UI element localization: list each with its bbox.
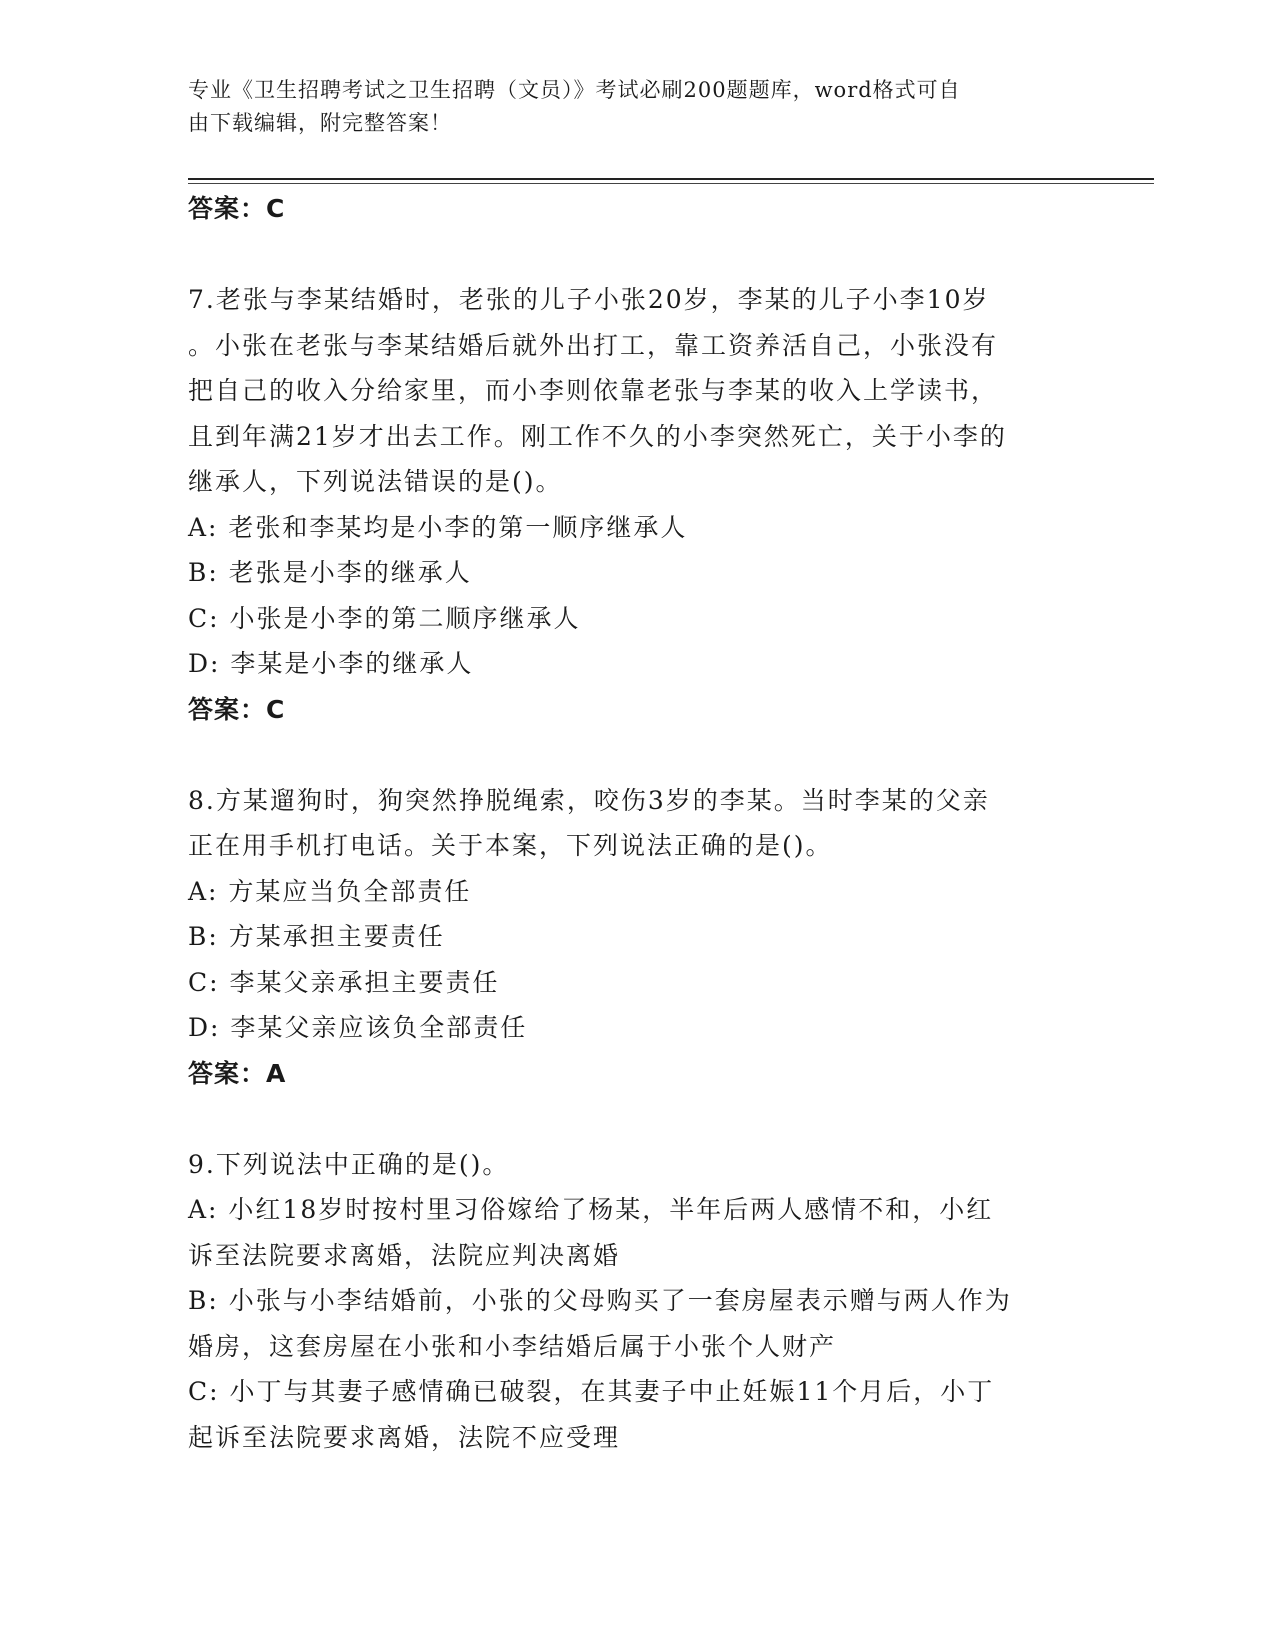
question-9-option-a-line-2: 诉至法院要求离婚，法院应判决离婚 (188, 1240, 621, 1270)
spacer (188, 1096, 1088, 1142)
question-7-option-c: C: 小张是小李的第二顺序继承人 (188, 603, 581, 633)
question-9 (188, 1142, 1088, 1461)
question-9-option-b-line-1: B: 小张与小李结婚前，小张的父母购买了一套房屋表示赠与两人作为 (188, 1286, 1012, 1315)
answer-previous: 答案：C (188, 194, 286, 223)
spacer (188, 732, 1088, 778)
question-8-option-b: B: 方某承担主要责任 (188, 922, 445, 951)
question-8-line-2: 正在用手机打电话。关于本案，下列说法正确的是()。 (188, 831, 833, 860)
question-7-line-5: 继承人，下列说法错误的是()。 (188, 467, 563, 496)
question-7-line-4: 且到年满21岁才出去工作。刚工作不久的小李突然死亡，关于小李的 (188, 421, 1007, 451)
header-line-2: 由下载编辑，附完整答案！ (188, 111, 452, 135)
question-8-option-a: A: 方某应当负全部责任 (188, 876, 472, 906)
question-7-option-b: B: 老张是小李的继承人 (188, 558, 472, 587)
header-line-1: 专业《卫生招聘考试之卫生招聘（文员）》考试必刷200题题库，word格式可自 (188, 78, 961, 102)
question-7-line-1: 7.老张与李某结婚时，老张的儿子小张20岁，李某的儿子小李10岁 (188, 285, 990, 314)
question-9-option-c-line-1: C: 小丁与其妻子感情确已破裂，在其妻子中止妊娠11个月后，小丁 (188, 1377, 995, 1406)
question-8-option-c: C: 李某父亲承担主要责任 (188, 967, 500, 997)
question-7-line-2: 。小张在老张与李某结婚后就外出打工，靠工资养活自己，小张没有 (188, 330, 999, 360)
question-7-option-d: D: 李某是小李的继承人 (188, 649, 474, 678)
question-8 (188, 778, 1088, 1097)
question-7-option-a: A: 老张和李某均是小李的第一顺序继承人 (188, 512, 688, 542)
document-header (188, 74, 1088, 140)
spacer (188, 232, 1088, 278)
document-body (188, 186, 1088, 1460)
question-8-line-1: 8.方某遛狗时，狗突然挣脱绳索，咬伤3岁的李某。当时李某的父亲 (188, 785, 990, 815)
question-7-line-3: 把自己的收入分给家里，而小李则依靠老张与李某的收入上学读书， (188, 376, 999, 405)
question-9-option-c-line-2: 起诉至法院要求离婚，法院不应受理 (188, 1422, 621, 1452)
question-8-answer: 答案：A (188, 1058, 287, 1088)
question-8-option-d: D: 李某父亲应该负全部责任 (188, 1013, 528, 1042)
header-divider-thin (188, 183, 1154, 184)
question-9-option-a-line-1: A: 小红18岁时按村里习俗嫁给了杨某，半年后两人感情不和，小红 (188, 1195, 994, 1224)
question-9-line-1: 9.下列说法中正确的是()。 (188, 1149, 510, 1179)
question-9-option-b-line-2: 婚房，这套房屋在小张和小李结婚后属于小张个人财产 (188, 1331, 837, 1361)
question-7 (188, 277, 1088, 732)
header-divider-thick (188, 178, 1154, 180)
question-7-answer: 答案：C (188, 694, 286, 724)
